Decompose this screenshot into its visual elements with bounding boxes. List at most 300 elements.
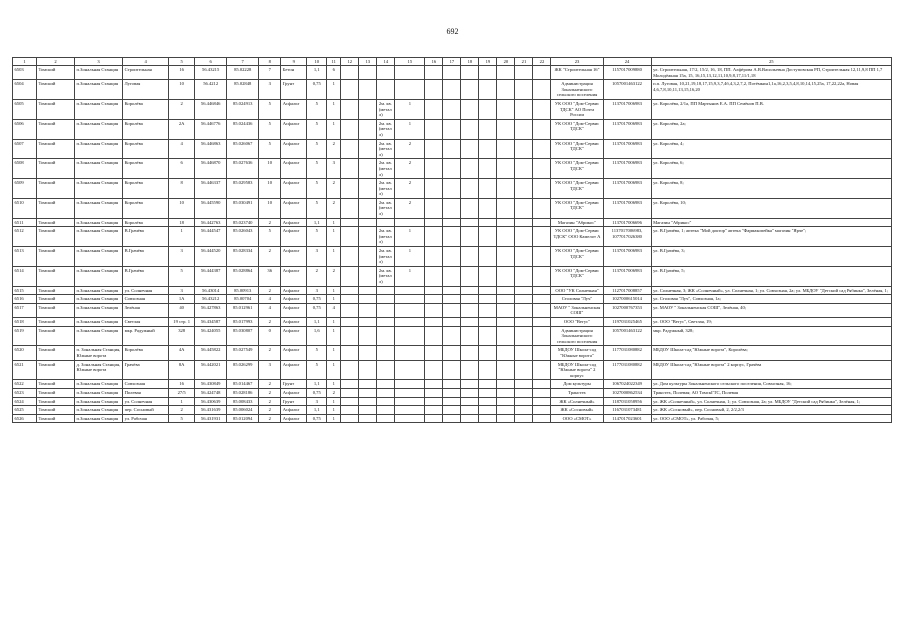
container-type-cell	[377, 295, 395, 304]
c19-cell	[479, 198, 497, 218]
count-cell: 2	[327, 266, 341, 286]
volume-cell	[341, 360, 359, 380]
c18-cell	[461, 360, 479, 380]
longitude-cell: 85.026299	[227, 360, 259, 380]
house-cell: 1	[169, 227, 195, 247]
c19-cell	[479, 247, 497, 267]
c19-cell	[479, 227, 497, 247]
count-cell: 2	[327, 388, 341, 397]
addresses-cell: ул. Дом культуры Зональненского сельского поселения, Совхозная, 16;	[651, 380, 891, 389]
ogrn-cell: 1177031080882	[603, 346, 651, 360]
column-number: 9	[281, 58, 307, 66]
area-cell: 5	[259, 119, 281, 139]
column-number: 10	[307, 58, 327, 66]
c21-cell	[515, 218, 533, 227]
flag-cell	[359, 388, 377, 397]
locality-cell: п.Зональная Станция	[75, 397, 123, 406]
addresses-cell: ул. Строительная, 17/2, 15/2, 16, 18, ПП. Алфёрова А.В.Васильевна Доступовская РП, Строительная 12,11,9,8 ПП 1,7 Молодёжная 15а, 15, 16,15,13,12,11,10,9,8,17,11/1,18	[651, 66, 891, 80]
c18-cell	[461, 388, 479, 397]
surface-cell: Асфальт	[281, 247, 307, 267]
locality-cell: п. Зональная Станция, Южные ворота	[75, 346, 123, 360]
table-row	[13, 303, 892, 317]
table-row	[13, 119, 892, 139]
volume-cell	[341, 66, 359, 80]
square-cell: 5	[307, 139, 327, 159]
house-cell: 1А	[169, 295, 195, 304]
flag-cell	[359, 218, 377, 227]
c15-cell	[395, 397, 425, 406]
empty-cell	[533, 247, 551, 267]
longitude-cell: 85.024913	[227, 99, 259, 119]
record-number: 6507	[13, 139, 37, 159]
ogrn-cell: 1137017006696	[603, 218, 651, 227]
longitude-cell: 85.026067	[227, 139, 259, 159]
c19-cell	[479, 388, 497, 397]
street-cell: пер. Сосновый	[123, 406, 169, 415]
owner-cell: УК ООО "Дом-Сервис ТДСК"	[551, 139, 603, 159]
flag-cell	[359, 346, 377, 360]
house-cell: 16	[169, 380, 195, 389]
surface-cell: Асфальт	[281, 179, 307, 199]
c20-cell	[497, 286, 515, 295]
table-row	[13, 380, 892, 389]
count-cell: 6	[327, 66, 341, 80]
c20-cell	[497, 303, 515, 317]
c21-cell	[515, 346, 533, 360]
addresses-cell: Транстех, Полевая; АО ТомскГТС, Полевая	[651, 388, 891, 397]
c17-cell	[443, 317, 461, 326]
empty-cell	[533, 286, 551, 295]
count-cell: 1	[327, 360, 341, 380]
area-cell: 5	[259, 139, 281, 159]
container-type-cell: 2м. кв. (металл)	[377, 179, 395, 199]
table-row	[13, 66, 892, 80]
c15-cell	[395, 388, 425, 397]
c19-cell	[479, 266, 497, 286]
longitude-cell: 85.027549	[227, 346, 259, 360]
longitude-cell: 85.027636	[227, 159, 259, 179]
record-number: 6526	[13, 414, 37, 423]
c16-cell	[425, 227, 443, 247]
surface-cell: Асфальт	[281, 119, 307, 139]
container-type-cell: 2м. кв. (металл)	[377, 99, 395, 119]
street-cell: ул. Рабочая	[123, 414, 169, 423]
column-number: 18	[461, 58, 479, 66]
locality-cell: п.Зональная Станция	[75, 380, 123, 389]
ogrn-cell: 1137017006983	[603, 99, 651, 119]
c18-cell	[461, 66, 479, 80]
locality-cell: п.Зональная Станция	[75, 247, 123, 267]
container-type-cell	[377, 66, 395, 80]
table-row	[13, 80, 892, 100]
area-cell: 2	[259, 247, 281, 267]
latitude-cell: 56.430639	[195, 397, 227, 406]
square-cell: 3	[307, 286, 327, 295]
house-cell: 5	[169, 414, 195, 423]
table-row	[13, 227, 892, 247]
longitude-cell: 85.008433	[227, 397, 259, 406]
longitude-cell: 85.02848	[227, 80, 259, 100]
c18-cell	[461, 159, 479, 179]
empty-cell	[533, 317, 551, 326]
c18-cell	[461, 303, 479, 317]
ogrn-cell: 1137017006983	[603, 198, 651, 218]
c21-cell	[515, 99, 533, 119]
flag-cell	[359, 247, 377, 267]
square-cell: 1,6	[307, 326, 327, 346]
c19-cell	[479, 414, 497, 423]
latitude-cell: 56.444520	[195, 247, 227, 267]
surface-cell: Грунт	[281, 80, 307, 100]
street-cell: мкр. Радужный	[123, 326, 169, 346]
volume-cell	[341, 346, 359, 360]
c21-cell	[515, 266, 533, 286]
c20-cell	[497, 317, 515, 326]
flag-cell	[359, 360, 377, 380]
c15-cell: 2	[395, 139, 425, 159]
c19-cell	[479, 66, 497, 80]
empty-cell	[533, 360, 551, 380]
empty-cell	[533, 346, 551, 360]
volume-cell	[341, 227, 359, 247]
c15-cell	[395, 80, 425, 100]
c21-cell	[515, 139, 533, 159]
latitude-cell: 56.4212	[195, 80, 227, 100]
c21-cell	[515, 119, 533, 139]
c21-cell	[515, 388, 533, 397]
container-type-cell	[377, 397, 395, 406]
district-cell: Томский	[37, 406, 75, 415]
latitude-cell: 56.430849	[195, 380, 227, 389]
owner-cell: УК ООО "Дом-Сервис ТДСК"	[551, 198, 603, 218]
c15-cell: 1	[395, 266, 425, 286]
addresses-cell: ул. МАОУ " Зональненская СОШ", Зелёная, 40;	[651, 303, 891, 317]
surface-cell: Асфальт	[281, 360, 307, 380]
district-cell: Томский	[37, 66, 75, 80]
latitude-cell: 56.442021	[195, 360, 227, 380]
area-cell: 2	[259, 388, 281, 397]
table-row	[13, 159, 892, 179]
c17-cell	[443, 198, 461, 218]
c15-cell	[395, 66, 425, 80]
surface-cell: Асфальт	[281, 227, 307, 247]
c20-cell	[497, 380, 515, 389]
surface-cell: Грунт	[281, 397, 307, 406]
latitude-cell: 56.427863	[195, 303, 227, 317]
c15-cell	[395, 326, 425, 346]
flag-cell	[359, 119, 377, 139]
table-row	[13, 406, 892, 415]
flag-cell	[359, 414, 377, 423]
locality-cell: п.Зональная Станция	[75, 99, 123, 119]
container-type-cell	[377, 360, 395, 380]
c16-cell	[425, 295, 443, 304]
district-cell: Томский	[37, 139, 75, 159]
district-cell: Томский	[37, 159, 75, 179]
record-number: 6525	[13, 406, 37, 415]
latitude-cell: 56.434587	[195, 317, 227, 326]
column-number: 21	[515, 58, 533, 66]
record-number: 6515	[13, 286, 37, 295]
count-cell: 2	[327, 198, 341, 218]
area-cell: 2	[259, 218, 281, 227]
longitude-cell: 85.00704	[227, 295, 259, 304]
addresses-cell: п.п. Луговая, 10,21,19,18,17,15,9,3,7,4б,4,3,2,7,2, Потёмкин1,1а,16,2,3,5,4,8,10,14,15,25а, 17,22,22а, Новая 4,6,7,8,10,11,13,15,16,20	[651, 80, 891, 100]
column-number: 19	[479, 58, 497, 66]
flag-cell	[359, 303, 377, 317]
area-cell: 0	[259, 326, 281, 346]
longitude-cell: 85.00913	[227, 286, 259, 295]
ogrn-cell: 1137017006983, 1077017026380	[603, 227, 651, 247]
house-cell: 27/5	[169, 388, 195, 397]
house-cell: 4А	[169, 346, 195, 360]
c15-cell	[395, 286, 425, 295]
volume-cell	[341, 406, 359, 415]
owner-cell: УК ООО "Дом-Сервис ТДСК"	[551, 266, 603, 286]
owner-cell: ООО "Вегус"	[551, 317, 603, 326]
c21-cell	[515, 295, 533, 304]
area-cell: 5	[259, 227, 281, 247]
district-cell: Томский	[37, 198, 75, 218]
addresses-cell: МБДОУ Школа-сад "Южные ворота" 2 корпус, Грачёва	[651, 360, 891, 380]
area-cell: 2	[259, 286, 281, 295]
flag-cell	[359, 406, 377, 415]
c18-cell	[461, 397, 479, 406]
owner-cell: Администрация Зональненского сельского поселения	[551, 80, 603, 100]
square-cell: 5	[307, 360, 327, 380]
c15-cell	[395, 295, 425, 304]
surface-cell: Асфальт	[281, 266, 307, 286]
c20-cell	[497, 99, 515, 119]
c15-cell: 2	[395, 179, 425, 199]
c16-cell	[425, 179, 443, 199]
ogrn-cell: 1137017006983	[603, 247, 651, 267]
owner-cell: Администрация Зональненского сельского поселения	[551, 326, 603, 346]
latitude-cell: 56.444387	[195, 266, 227, 286]
empty-cell	[533, 303, 551, 317]
c18-cell	[461, 326, 479, 346]
longitude-cell: 85.014467	[227, 380, 259, 389]
empty-cell	[533, 179, 551, 199]
table-row	[13, 397, 892, 406]
latitude-cell: 56.445822	[195, 346, 227, 360]
c17-cell	[443, 247, 461, 267]
empty-cell	[533, 99, 551, 119]
house-cell: 8	[169, 179, 195, 199]
table-row	[13, 247, 892, 267]
street-cell: Королёва	[123, 346, 169, 360]
empty-cell	[533, 326, 551, 346]
record-number: 6513	[13, 247, 37, 267]
column-number: 4	[123, 58, 169, 66]
latitude-cell: 56.446863	[195, 139, 227, 159]
c19-cell	[479, 99, 497, 119]
c19-cell	[479, 317, 497, 326]
ogrn-cell: 1057001463122	[603, 326, 651, 346]
street-cell: В.Грачёва	[123, 266, 169, 286]
district-cell: Томский	[37, 286, 75, 295]
surface-cell: Асфальт	[281, 295, 307, 304]
c15-cell	[395, 414, 425, 423]
c19-cell	[479, 303, 497, 317]
empty-cell	[533, 139, 551, 159]
area-cell: 2	[259, 346, 281, 360]
c15-cell	[395, 360, 425, 380]
column-number: 14	[377, 58, 395, 66]
record-number: 6510	[13, 198, 37, 218]
flag-cell	[359, 295, 377, 304]
locality-cell: п.Зональная Станция	[75, 303, 123, 317]
c20-cell	[497, 227, 515, 247]
record-number: 6512	[13, 227, 37, 247]
street-cell: Строительная	[123, 66, 169, 80]
container-type-cell	[377, 317, 395, 326]
c17-cell	[443, 80, 461, 100]
addresses-cell: ул. Королёва, 4;	[651, 139, 891, 159]
area-cell: 4	[259, 295, 281, 304]
c20-cell	[497, 66, 515, 80]
c18-cell	[461, 179, 479, 199]
latitude-cell: 56.446846	[195, 99, 227, 119]
latitude-cell: 56.446776	[195, 119, 227, 139]
volume-cell	[341, 317, 359, 326]
c21-cell	[515, 198, 533, 218]
volume-cell	[341, 119, 359, 139]
longitude-cell: 85.030807	[227, 326, 259, 346]
column-number: 8	[259, 58, 281, 66]
c20-cell	[497, 159, 515, 179]
c19-cell	[479, 326, 497, 346]
c15-cell	[395, 303, 425, 317]
column-number: 20	[497, 58, 515, 66]
volume-cell	[341, 179, 359, 199]
column-number: 24	[603, 58, 651, 66]
container-type-cell: 2м. кв. (металл)	[377, 139, 395, 159]
surface-cell: Асфальт	[281, 99, 307, 119]
empty-cell	[533, 380, 551, 389]
column-number: 13	[359, 58, 377, 66]
owner-cell: Столовая "Луч"	[551, 295, 603, 304]
street-cell: Совхозная	[123, 295, 169, 304]
owner-cell: УК ООО "Дом-Сервис ТДСК"	[551, 179, 603, 199]
locality-cell: п.Зональная Станция	[75, 66, 123, 80]
c19-cell	[479, 159, 497, 179]
empty-cell	[533, 66, 551, 80]
addresses-cell: ул. В.Грачёва, 3;	[651, 247, 891, 267]
count-cell: 1	[327, 247, 341, 267]
flag-cell	[359, 266, 377, 286]
owner-cell: Транстех	[551, 388, 603, 397]
container-type-cell	[377, 346, 395, 360]
c18-cell	[461, 218, 479, 227]
registry-table	[12, 57, 892, 423]
c21-cell	[515, 80, 533, 100]
empty-cell	[533, 406, 551, 415]
surface-cell: Асфальт	[281, 218, 307, 227]
table-row	[13, 266, 892, 286]
district-cell: Томский	[37, 218, 75, 227]
empty-cell	[533, 388, 551, 397]
count-cell: 1	[327, 346, 341, 360]
c15-cell: 1	[395, 227, 425, 247]
c19-cell	[479, 218, 497, 227]
latitude-cell: 56.446870	[195, 159, 227, 179]
c17-cell	[443, 266, 461, 286]
column-number: 25	[651, 58, 891, 66]
area-cell: 4	[259, 303, 281, 317]
district-cell: Томский	[37, 326, 75, 346]
volume-cell	[341, 380, 359, 389]
ogrn-cell: 1027000767353	[603, 303, 651, 317]
house-cell: 3	[169, 286, 195, 295]
c21-cell	[515, 286, 533, 295]
locality-cell: п.Зональная Станция	[75, 198, 123, 218]
house-cell: 10	[169, 198, 195, 218]
addresses-cell: ул. ЖК «Солнечный», ул. Солнечная, 1; ул. Совхозная, 2а; ул. МБДОУ "Детский сад Рябинка", Зелёная, 1;	[651, 397, 891, 406]
street-cell: Королёва	[123, 99, 169, 119]
c19-cell	[479, 360, 497, 380]
c16-cell	[425, 99, 443, 119]
container-type-cell	[377, 303, 395, 317]
container-type-cell	[377, 80, 395, 100]
flag-cell	[359, 159, 377, 179]
c16-cell	[425, 346, 443, 360]
district-cell: Томский	[37, 247, 75, 267]
c17-cell	[443, 303, 461, 317]
table-row	[13, 317, 892, 326]
owner-cell: Дом культуры	[551, 380, 603, 389]
owner-cell: УК ООО "Дом-Сервис ТДСК"	[551, 119, 603, 139]
longitude-cell: 85.02228	[227, 66, 259, 80]
table-row	[13, 326, 892, 346]
record-number: 6517	[13, 303, 37, 317]
volume-cell	[341, 326, 359, 346]
c17-cell	[443, 159, 461, 179]
district-cell: Томский	[37, 295, 75, 304]
square-cell: 5	[307, 119, 327, 139]
locality-cell: п.Зональная Станция	[75, 317, 123, 326]
table-row	[13, 218, 892, 227]
longitude-cell: 85.006024	[227, 406, 259, 415]
c17-cell	[443, 388, 461, 397]
column-number: 1	[13, 58, 37, 66]
district-cell: Томский	[37, 227, 75, 247]
count-cell: 2	[327, 179, 341, 199]
c16-cell	[425, 198, 443, 218]
record-number: 6514	[13, 266, 37, 286]
addresses-cell: ул. Королёва, 8;	[651, 179, 891, 199]
c15-cell	[395, 346, 425, 360]
count-cell: 1	[327, 414, 341, 423]
volume-cell	[341, 286, 359, 295]
square-cell: 0,75	[307, 303, 327, 317]
container-type-cell: 2м. кв. (металл)	[377, 247, 395, 267]
c19-cell	[479, 295, 497, 304]
c16-cell	[425, 159, 443, 179]
house-cell: 2	[169, 406, 195, 415]
c21-cell	[515, 406, 533, 415]
addresses-cell: ул. Столовая "Луч", Совхозная, 1а;	[651, 295, 891, 304]
area-cell: 10	[259, 198, 281, 218]
surface-cell: Асфальт	[281, 388, 307, 397]
record-number: 6523	[13, 388, 37, 397]
ogrn-cell: 1027000862534	[603, 388, 651, 397]
c18-cell	[461, 227, 479, 247]
square-cell: 5	[307, 179, 327, 199]
c21-cell	[515, 227, 533, 247]
surface-cell: Асфальт	[281, 198, 307, 218]
locality-cell: п.Зональная Станция	[75, 119, 123, 139]
